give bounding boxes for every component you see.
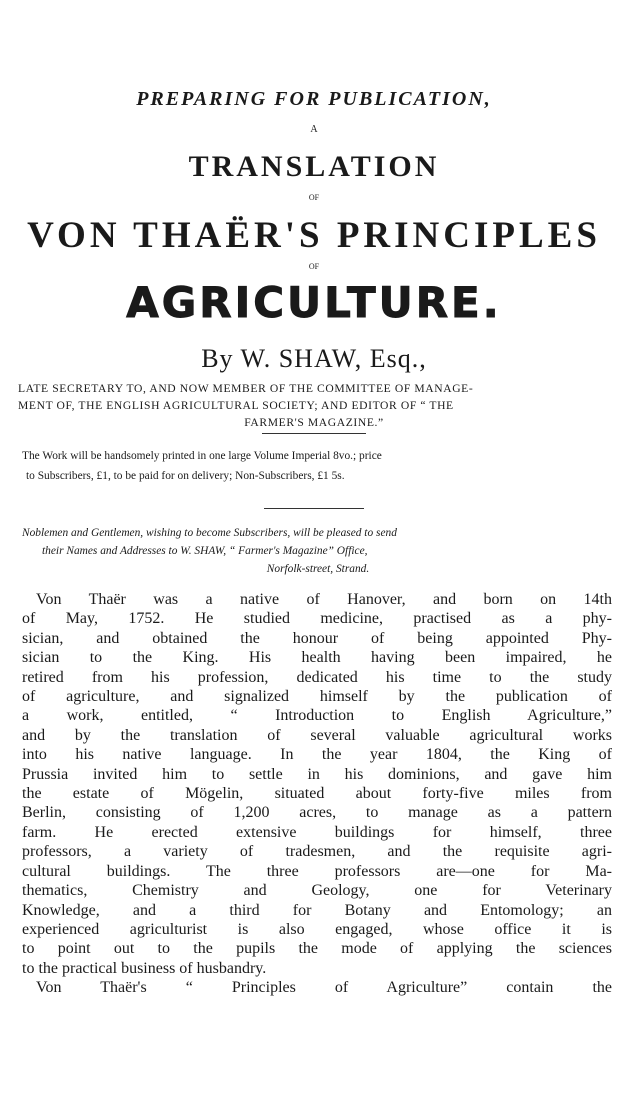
body-line: Berlin, consisting of 1,200 acres, to manage as a pattern [22,804,612,822]
divider-rule-2 [264,508,364,509]
body-line: a work, entitled, “ Introduction to English Agriculture,” [22,707,612,725]
publication-notice [22,446,614,486]
divider-rule-1 [262,433,366,434]
body-line: sician to the King. His health having been impaired, he [22,649,612,667]
book-title: VON THAËR'S PRINCIPLES [27,215,601,256]
agriculture-heading: AGRICULTURE. [126,278,502,327]
description-line-2: MENT OF, THE ENGLISH AGRICULTURAL SOCIETY; AND EDITOR OF “ THE [18,399,454,412]
body-line: of agriculture, and signalized himself by the publication of [22,688,612,706]
translation-heading: TRANSLATION [188,150,440,183]
body-line: Von Thaër's “ Principles of Agriculture” contain the [36,979,612,997]
body-paragraph [22,590,612,998]
body-line: Von Thaër was a native of Hanover, and born on 14th [36,591,612,608]
body-line: and by the translation of several valuable agricultural works [22,726,612,744]
description-line-1: LATE SECRETARY TO, AND NOW MEMBER OF THE COMMITTEE OF MANAGE- [18,382,474,395]
body-line: into his native language. In the year 1804, the King of [22,746,612,764]
body-line: to the practical business of husbandry. [22,959,267,977]
article-a: A [310,124,318,135]
body-line: cultural buildings. The three professors are—one for Ma- [22,862,612,880]
of-connector-2: OF [308,262,320,271]
body-line: sician, and obtained the honour of being appointed Phy- [22,629,612,647]
body-line: Prussia invited him to settle in his dominions, and gave him [22,765,612,783]
body-line: the estate of Mögelin, situated about forty-five miles from [22,785,612,803]
body-line: professors, a variety of tradesmen, and the requisite agri- [22,843,612,861]
body-line: Knowledge, and a third for Botany and Entomology; an [22,901,612,919]
body-line: to point out to the pupils the mode of applying the sciences [22,940,612,958]
noble-line-3: Norfolk-street, Strand. [266,563,370,575]
noble-line-1: Noblemen and Gentlemen, wishing to become Subscribers, will be pleased to send [22,527,397,539]
author-description [18,380,610,431]
subscription-notice [22,524,614,578]
noble-line-2: their Names and Addresses to W. SHAW, “ Farmer's Magazine” Office, [42,545,368,557]
of-connector-1: OF [308,193,320,202]
body-line: retired from his profession, dedicated his time to the study [22,668,612,686]
body-line: farm. He erected extensive buildings for himself, three [22,823,612,841]
preparing-heading: PREPARING FOR PUBLICATION, [136,88,492,110]
author-byline: By W. SHAW, Esq., [201,344,427,373]
body-line: of May, 1752. He studied medicine, practised as a phy- [22,610,612,628]
body-line: experienced agriculturist is also engaged, whose office it is [22,920,612,938]
body-line: thematics, Chemistry and Geology, one for Veterinary [22,882,612,900]
description-line-3: FARMER'S MAGAZINE.” [244,416,384,429]
work-line-2: to Subscribers, £1, to be paid for on delivery; Non-Subscribers, £1 5s. [26,470,345,482]
work-line-1: The Work will be handsomely printed in one large Volume Imperial 8vo.; price [22,450,382,462]
